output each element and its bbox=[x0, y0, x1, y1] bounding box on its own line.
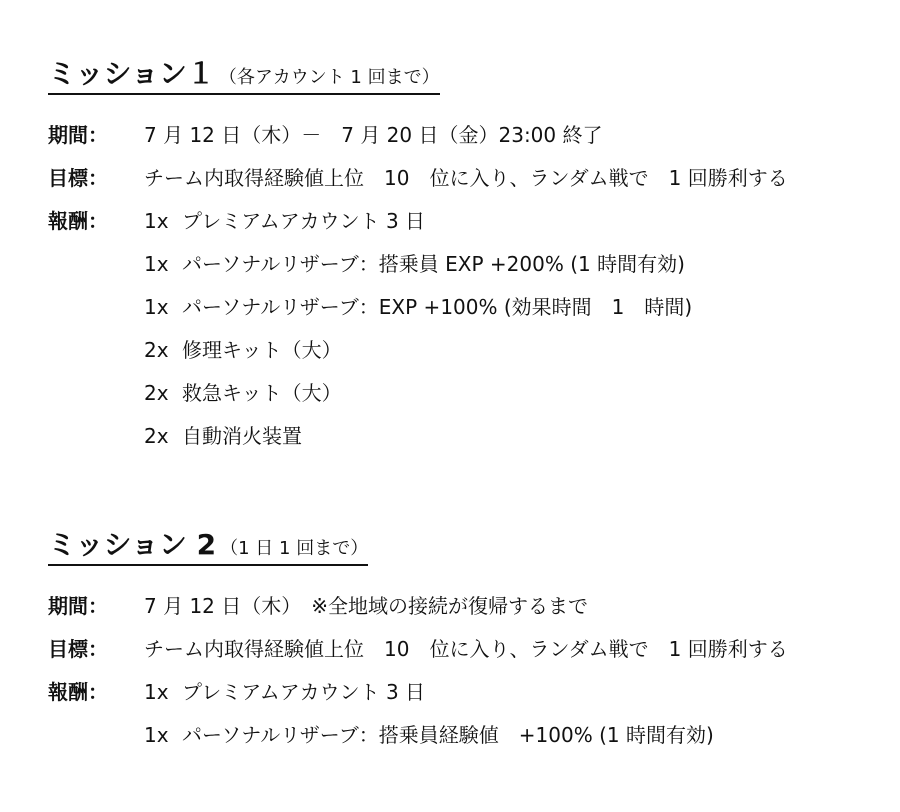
reward-item bbox=[144, 676, 714, 719]
reward-name: パーソナルリザーブ：搭乗員経験値 +100% (1 時間有効) bbox=[182, 723, 714, 747]
mission-1-section bbox=[48, 52, 788, 463]
reward-qty: 1x bbox=[144, 252, 169, 276]
goal-label: 目標： bbox=[48, 637, 108, 661]
mission-1-reward-list bbox=[144, 205, 692, 463]
reward-name: パーソナルリザーブ：EXP +100% (効果時間 1 時間) bbox=[182, 295, 693, 319]
reward-item bbox=[144, 248, 692, 291]
reward-item bbox=[144, 719, 714, 762]
reward-name: 救急キット（大） bbox=[182, 381, 342, 405]
mission-2-title-subtitle: （1 日 1 回まで） bbox=[220, 538, 369, 559]
mission-1-title-subtitle: （各アカウント 1 回まで） bbox=[218, 67, 440, 88]
mission-2-reward-row bbox=[48, 676, 788, 762]
reward-qty: 2x bbox=[144, 338, 169, 362]
reward-qty: 1x bbox=[144, 295, 169, 319]
reward-qty: 1x bbox=[144, 680, 169, 704]
goal-value: チーム内取得経験値上位 10 位に入り、ランダム戦で 1 回勝利する bbox=[144, 637, 788, 661]
goal-value: チーム内取得経験値上位 10 位に入り、ランダム戦で 1 回勝利する bbox=[144, 166, 788, 190]
reward-qty: 2x bbox=[144, 381, 169, 405]
mission-2-reward-list bbox=[144, 676, 714, 762]
period-value: 7 月 12 日（木） ※全地域の接続が復帰するまで bbox=[144, 594, 589, 618]
reward-qty: 2x bbox=[144, 424, 169, 448]
mission-2-section bbox=[48, 523, 788, 762]
reward-name: プレミアムアカウント 3 日 bbox=[182, 209, 426, 233]
mission-1-period-row bbox=[48, 119, 788, 162]
reward-item bbox=[144, 205, 692, 248]
reward-name: 自動消火装置 bbox=[182, 424, 302, 448]
reward-qty: 1x bbox=[144, 723, 169, 747]
mission-1-title-main: ミッション１ bbox=[48, 57, 215, 90]
reward-item bbox=[144, 420, 692, 463]
reward-qty: 1x bbox=[144, 209, 169, 233]
reward-label: 報酬： bbox=[48, 680, 108, 704]
reward-item bbox=[144, 291, 692, 334]
mission-1-title bbox=[48, 52, 440, 95]
reward-item bbox=[144, 334, 692, 377]
period-value: 7 月 12 日（木）－ 7 月 20 日（金）23:00 終了 bbox=[144, 123, 603, 147]
mission-2-period-row bbox=[48, 590, 788, 633]
mission-2-title bbox=[48, 523, 368, 566]
mission-2-goal-row bbox=[48, 633, 788, 676]
mission-2-title-main: ミッション 2 bbox=[48, 528, 217, 561]
mission-1-reward-row bbox=[48, 205, 788, 463]
mission-1-goal-row bbox=[48, 162, 788, 205]
period-label: 期間： bbox=[48, 123, 108, 147]
reward-label: 報酬： bbox=[48, 209, 108, 233]
goal-label: 目標： bbox=[48, 166, 108, 190]
reward-name: 修理キット（大） bbox=[182, 338, 342, 362]
reward-item bbox=[144, 377, 692, 420]
period-label: 期間： bbox=[48, 594, 108, 618]
reward-name: パーソナルリザーブ：搭乗員 EXP +200% (1 時間有効) bbox=[182, 252, 685, 276]
reward-name: プレミアムアカウント 3 日 bbox=[182, 680, 426, 704]
